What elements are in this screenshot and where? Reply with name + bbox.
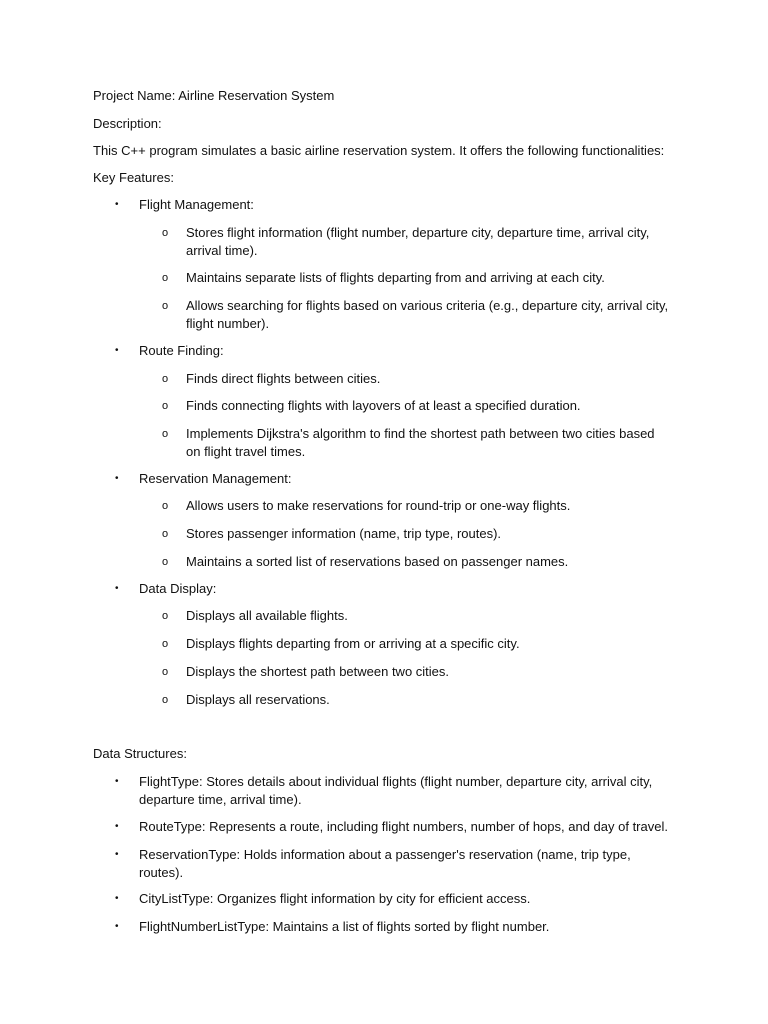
list-item (162, 691, 672, 709)
list-item (162, 297, 672, 333)
sub-bullet-icon: o (162, 400, 169, 412)
list-item-text: Finds direct flights between cities. (186, 371, 381, 386)
data-structures-label: Data Structures: (93, 746, 187, 761)
list-item (115, 773, 674, 809)
list-item (115, 846, 674, 882)
project-name: Project Name: Airline Reservation System (93, 88, 335, 103)
list-item (162, 497, 672, 515)
feature-flight-management (115, 196, 699, 214)
list-item (162, 553, 672, 571)
list-item (162, 525, 672, 543)
bullet-icon: • (115, 345, 119, 356)
bullet-icon: • (115, 893, 119, 904)
bullet-icon: • (115, 199, 119, 210)
feature-title: Reservation Management: (139, 471, 292, 486)
list-item-text: Maintains a sorted list of reservations based on passenger names. (186, 554, 569, 569)
feature-route-finding (115, 342, 699, 360)
bullet-icon: • (115, 776, 119, 787)
list-item-text: Displays all available flights. (186, 608, 348, 623)
list-item-text: Allows searching for flights based on various criteria (e.g., departure city, arrival city, flight number). (186, 298, 669, 331)
sub-bullet-icon: o (162, 227, 169, 239)
list-item (162, 663, 672, 681)
list-item (115, 818, 674, 836)
bullet-icon: • (115, 821, 119, 832)
bullet-icon: • (115, 849, 119, 860)
sub-bullet-icon: o (162, 272, 169, 284)
list-item (162, 635, 672, 653)
list-item-text: Stores passenger information (name, trip type, routes). (186, 526, 502, 541)
sub-bullet-icon: o (162, 528, 169, 540)
list-item-text: Stores flight information (flight number, departure city, departure time, arrival city, arrival time). (186, 225, 650, 258)
list-item-text: Displays flights departing from or arriving at a specific city. (186, 636, 520, 651)
sub-bullet-icon: o (162, 666, 169, 678)
list-item-text: Maintains separate lists of flights departing from and arriving at each city. (186, 270, 605, 285)
list-item-text: ReservationType: Holds information about a passenger's reservation (name, trip type, routes). (139, 847, 631, 880)
list-item (162, 607, 672, 625)
list-item (162, 397, 672, 415)
list-item-text: CityListType: Organizes flight information by city for efficient access. (139, 891, 531, 906)
list-item-text: Displays all reservations. (186, 692, 330, 707)
list-item-text: Finds connecting flights with layovers of at least a specified duration. (186, 398, 581, 413)
list-item (162, 425, 672, 461)
sub-bullet-icon: o (162, 694, 169, 706)
feature-reservation-management (115, 470, 699, 488)
list-item (162, 224, 672, 260)
list-item (115, 918, 674, 936)
description-label: Description: (93, 116, 162, 131)
sub-bullet-icon: o (162, 556, 169, 568)
list-item-text: Displays the shortest path between two cities. (186, 664, 450, 679)
sub-bullet-icon: o (162, 638, 169, 650)
feature-title: Data Display: (139, 581, 217, 596)
bullet-icon: • (115, 921, 119, 932)
list-item-text: RouteType: Represents a route, including flight numbers, number of hops, and day of travel. (139, 819, 668, 834)
list-item (162, 370, 672, 388)
list-item-text: Implements Dijkstra's algorithm to find the shortest path between two cities based on flight travel times. (186, 426, 655, 459)
list-item-text: FlightType: Stores details about individual flights (flight number, departure city, arrival city, departure time, arrival time). (139, 774, 653, 807)
sub-bullet-icon: o (162, 428, 169, 440)
bullet-icon: • (115, 583, 119, 594)
bullet-icon: • (115, 473, 119, 484)
list-item (115, 890, 674, 908)
sub-bullet-icon: o (162, 500, 169, 512)
sub-bullet-icon: o (162, 300, 169, 312)
feature-data-display (115, 580, 699, 598)
key-features-label: Key Features: (93, 170, 174, 185)
intro-text: This C++ program simulates a basic airline reservation system. It offers the following functionalities: (93, 143, 665, 158)
sub-bullet-icon: o (162, 610, 169, 622)
sub-bullet-icon: o (162, 373, 169, 385)
feature-title: Flight Management: (139, 197, 254, 212)
list-item-text: FlightNumberListType: Maintains a list of flights sorted by flight number. (139, 919, 550, 934)
list-item-text: Allows users to make reservations for round-trip or one-way flights. (186, 498, 571, 513)
feature-title: Route Finding: (139, 343, 224, 358)
list-item (162, 269, 672, 287)
